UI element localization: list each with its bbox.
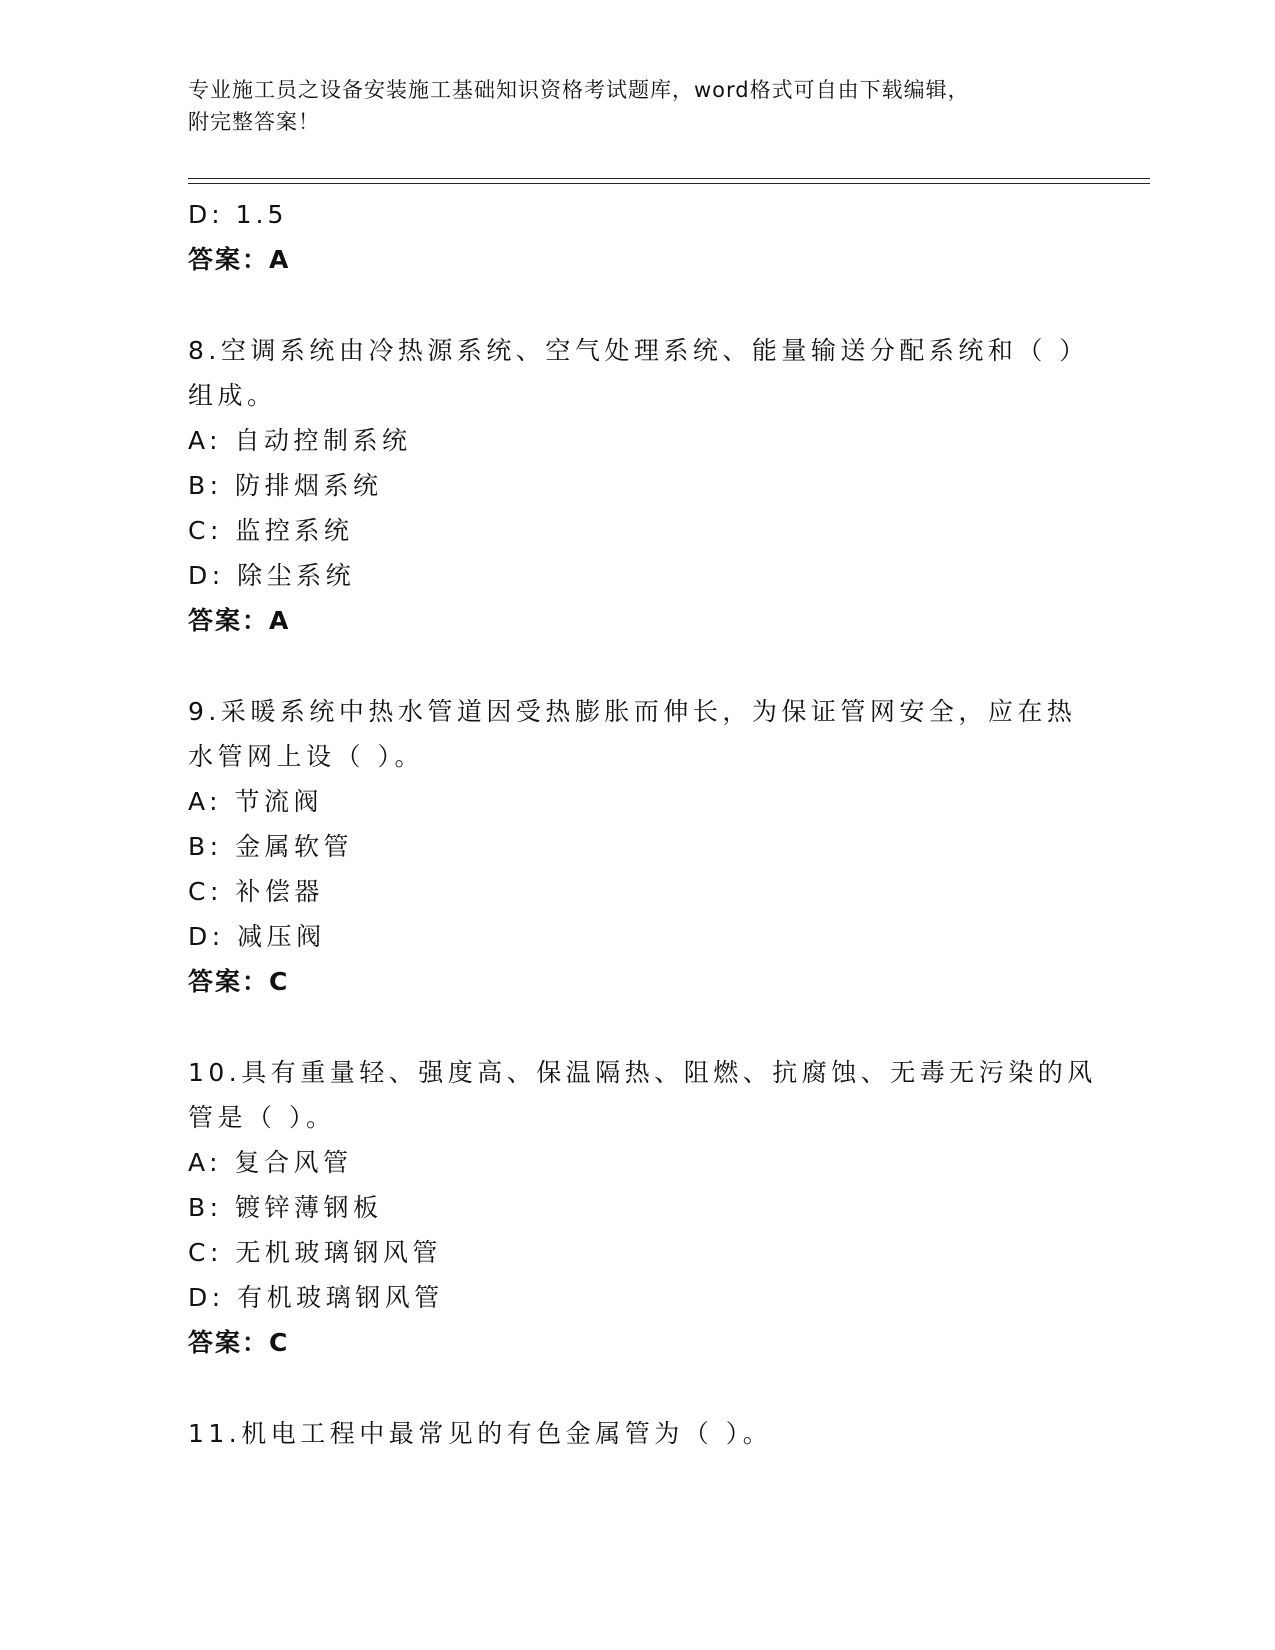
answer-line: 答案：C — [188, 1328, 290, 1357]
question-text-line-1: 11.机电工程中最常见的有色金属管为（ ）。 — [188, 1419, 773, 1448]
answer-line: 答案：C — [188, 967, 290, 996]
document-header — [188, 74, 1068, 138]
question-list — [188, 192, 1097, 1456]
answer-line: 答案：A — [188, 245, 291, 274]
header-divider-bottom — [188, 183, 1150, 184]
option-b: B: 镀锌薄钢板 — [188, 1193, 383, 1222]
header-title-line-2: 附完整答案！ — [188, 110, 320, 134]
question-text-line-2: 管是（ ）。 — [188, 1103, 336, 1132]
question-text-line-2: 水管网上设（ ）。 — [188, 742, 424, 771]
question-11 — [188, 1411, 1088, 1456]
option-c: C: 无机玻璃钢风管 — [188, 1238, 442, 1267]
answer-line: 答案：A — [188, 606, 291, 635]
option-d: D: 除尘系统 — [188, 561, 356, 590]
option-a: A: 复合风管 — [188, 1148, 353, 1177]
option-a: A: 节流阀 — [188, 787, 324, 816]
option-c: C: 监控系统 — [188, 516, 354, 545]
option-b: B: 防排烟系统 — [188, 471, 383, 500]
option-d: D: 有机玻璃钢风管 — [188, 1283, 444, 1312]
option-a: A: 自动控制系统 — [188, 426, 412, 455]
question-8 — [188, 328, 1088, 643]
question-10 — [188, 1050, 1097, 1365]
header-title-line-1: 专业施工员之设备安装施工基础知识资格考试题库，word格式可自由下载编辑， — [188, 78, 970, 102]
question-text-line-1: 10.具有重量轻、强度高、保温隔热、阻燃、抗腐蚀、无毒无污染的风 — [188, 1058, 1097, 1087]
option-d: D: 减压阀 — [188, 922, 326, 951]
question-7-continuation — [188, 192, 1088, 282]
question-text-line-1: 8.空调系统由冷热源系统、空气处理系统、能量输送分配系统和（ ） — [188, 336, 1089, 365]
question-text-line-1: 9.采暖系统中热水管道因受热膨胀而伸长，为保证管网安全，应在热 — [188, 697, 1077, 726]
option-c: C: 补偿器 — [188, 877, 324, 906]
option-b: B: 金属软管 — [188, 832, 354, 861]
question-9 — [188, 689, 1088, 1004]
header-divider-top — [188, 178, 1150, 179]
option-d: D: 1.5 — [188, 200, 288, 229]
question-text-line-2: 组成。 — [188, 381, 277, 410]
